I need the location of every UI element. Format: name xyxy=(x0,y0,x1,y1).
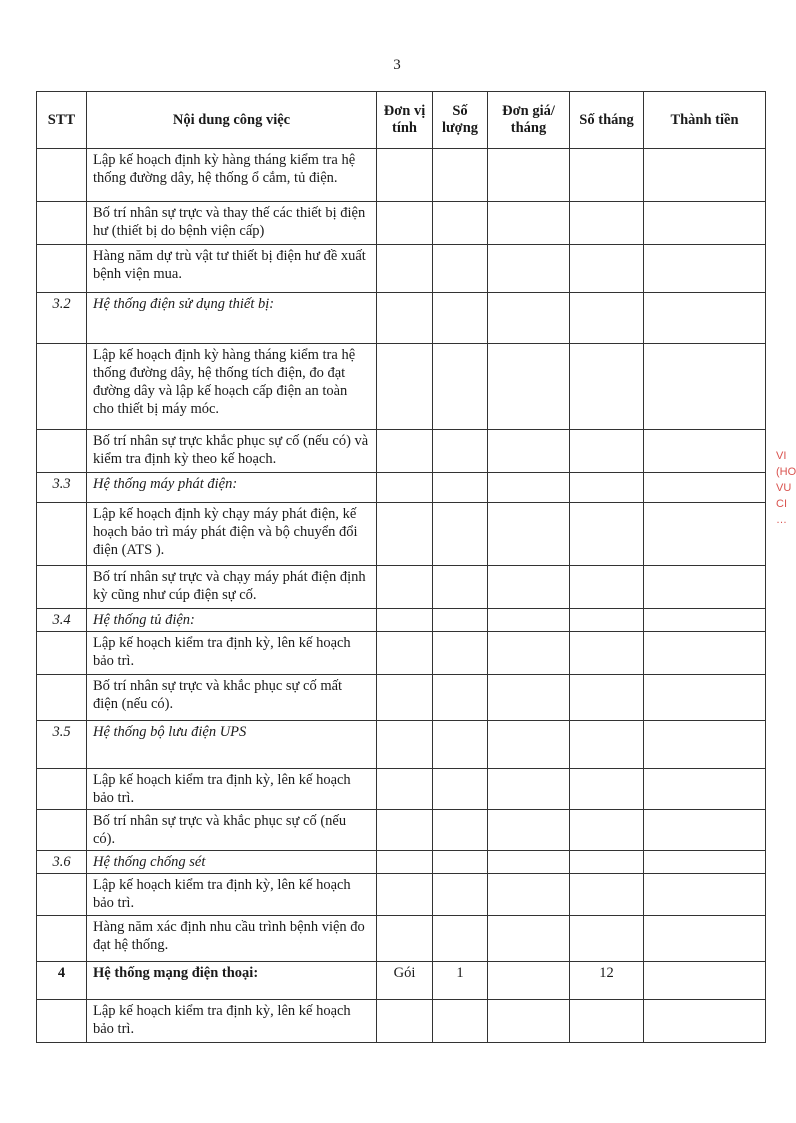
cell-stt xyxy=(37,202,87,245)
table-row xyxy=(37,245,766,293)
table-row xyxy=(37,430,766,473)
cell-total xyxy=(644,632,766,675)
cell-unit xyxy=(377,202,433,245)
cell-unit xyxy=(377,632,433,675)
cell-months xyxy=(570,344,644,430)
table-row xyxy=(37,566,766,609)
side-stamp-line: CI xyxy=(776,498,787,510)
table-row xyxy=(37,149,766,202)
table-row xyxy=(37,503,766,566)
cell-content: Hệ thống máy phát điện: xyxy=(87,473,377,503)
cell-total xyxy=(644,1000,766,1043)
cell-content: Lập kế hoạch định kỳ hàng tháng kiểm tra hệ thống đường dây, hệ thống ổ cắm, tủ điện. xyxy=(87,149,377,202)
cell-content: Lập kế hoạch kiểm tra định kỳ, lên kế hoạch bảo trì. xyxy=(87,769,377,810)
cell-unit xyxy=(377,503,433,566)
cell-months xyxy=(570,851,644,874)
cell-quantity xyxy=(433,1000,488,1043)
cell-quantity xyxy=(433,202,488,245)
cell-unit xyxy=(377,609,433,632)
cell-unit-price xyxy=(488,810,570,851)
cell-stt xyxy=(37,344,87,430)
cell-months xyxy=(570,874,644,916)
cell-stt: 3.6 xyxy=(37,851,87,874)
cell-content: Lập kế hoạch kiểm tra định kỳ, lên kế hoạch bảo trì. xyxy=(87,632,377,675)
cell-months xyxy=(570,916,644,962)
cell-unit-price xyxy=(488,1000,570,1043)
table-row-section xyxy=(37,851,766,874)
cell-content: Lập kế hoạch kiểm tra định kỳ, lên kế hoạch bảo trì. xyxy=(87,874,377,916)
cell-stt xyxy=(37,632,87,675)
cell-quantity xyxy=(433,344,488,430)
cell-unit xyxy=(377,245,433,293)
cell-total xyxy=(644,503,766,566)
cell-unit-price xyxy=(488,721,570,769)
cell-quantity xyxy=(433,632,488,675)
cell-content: Lập kế hoạch định kỳ chạy máy phát điện, kế hoạch bảo trì máy phát điện và bộ chuyển đổi điện (ATS ). xyxy=(87,503,377,566)
cell-unit-price xyxy=(488,675,570,721)
cell-stt: 3.5 xyxy=(37,721,87,769)
cell-unit xyxy=(377,293,433,344)
cell-unit xyxy=(377,851,433,874)
cell-unit xyxy=(377,473,433,503)
cell-months xyxy=(570,149,644,202)
cell-total xyxy=(644,810,766,851)
cell-quantity xyxy=(433,874,488,916)
cell-total xyxy=(644,293,766,344)
cell-months xyxy=(570,1000,644,1043)
cell-quantity xyxy=(433,149,488,202)
cell-total xyxy=(644,430,766,473)
cell-total xyxy=(644,916,766,962)
header-total: Thành tiền xyxy=(644,92,766,149)
cell-total xyxy=(644,874,766,916)
cell-months xyxy=(570,675,644,721)
cell-months xyxy=(570,566,644,609)
cell-months xyxy=(570,430,644,473)
cell-months xyxy=(570,202,644,245)
cell-unit xyxy=(377,566,433,609)
cell-months xyxy=(570,769,644,810)
cell-content: Bố trí nhân sự trực khắc phục sự cố (nếu có) và kiểm tra định kỳ theo kế hoạch. xyxy=(87,430,377,473)
cell-unit-price xyxy=(488,473,570,503)
cell-unit-price xyxy=(488,566,570,609)
cell-content: Hàng năm xác định nhu cầu trình bệnh viện đo đạt hệ thống. xyxy=(87,916,377,962)
table-row-section xyxy=(37,293,766,344)
cell-months xyxy=(570,293,644,344)
table-row xyxy=(37,874,766,916)
cell-unit-price xyxy=(488,851,570,874)
cell-months xyxy=(570,721,644,769)
cell-months: 12 xyxy=(570,962,644,1000)
cell-unit-price xyxy=(488,245,570,293)
cell-unit: Gói xyxy=(377,962,433,1000)
header-stt: STT xyxy=(37,92,87,149)
cell-unit-price xyxy=(488,430,570,473)
cell-months xyxy=(570,609,644,632)
cell-content: Lập kế hoạch định kỳ hàng tháng kiểm tra hệ thống đường dây, hệ thống tích điện, đo đạt đường dây và lập kế hoạch cấp điện an toàn cho thiết bị máy móc. xyxy=(87,344,377,430)
cell-content: Hệ thống điện sử dụng thiết bị: xyxy=(87,293,377,344)
cell-stt xyxy=(37,566,87,609)
cell-months xyxy=(570,245,644,293)
cell-unit xyxy=(377,769,433,810)
cell-unit-price xyxy=(488,769,570,810)
cell-unit-price xyxy=(488,632,570,675)
cell-stt xyxy=(37,149,87,202)
cell-unit-price xyxy=(488,503,570,566)
cell-content: Hệ thống mạng điện thoại: xyxy=(87,962,377,1000)
cell-content: Bố trí nhân sự trực và khắc phục sự cố mất điện (nếu có). xyxy=(87,675,377,721)
cell-stt: 4 xyxy=(37,962,87,1000)
table-row xyxy=(37,810,766,851)
table-header-row xyxy=(37,92,766,149)
cell-months xyxy=(570,810,644,851)
cell-unit xyxy=(377,430,433,473)
cell-quantity xyxy=(433,609,488,632)
cell-months xyxy=(570,632,644,675)
cell-quantity xyxy=(433,503,488,566)
cell-content: Hệ thống tủ điện: xyxy=(87,609,377,632)
cell-quantity xyxy=(433,430,488,473)
page-number: 3 xyxy=(393,57,401,73)
cell-quantity xyxy=(433,721,488,769)
cell-quantity xyxy=(433,293,488,344)
cell-total xyxy=(644,609,766,632)
cell-quantity xyxy=(433,810,488,851)
table-row xyxy=(37,916,766,962)
side-stamp-line: … xyxy=(776,514,787,526)
cell-unit-price xyxy=(488,962,570,1000)
cell-content: Hệ thống bộ lưu điện UPS xyxy=(87,721,377,769)
cell-unit xyxy=(377,916,433,962)
header-unit: Đơn vị tính xyxy=(377,92,433,149)
cell-unit-price xyxy=(488,874,570,916)
table-row xyxy=(37,344,766,430)
table-row xyxy=(37,202,766,245)
cell-unit xyxy=(377,810,433,851)
header-quantity: Số lượng xyxy=(433,92,488,149)
side-stamp-line: VI xyxy=(776,450,787,462)
cell-content: Bố trí nhân sự trực và chạy máy phát điện định kỳ cũng như cúp điện sự cố. xyxy=(87,566,377,609)
cell-stt xyxy=(37,1000,87,1043)
cell-quantity xyxy=(433,675,488,721)
cell-quantity: 1 xyxy=(433,962,488,1000)
cell-total xyxy=(644,202,766,245)
header-months: Số tháng xyxy=(570,92,644,149)
cell-stt xyxy=(37,245,87,293)
cell-stt xyxy=(37,503,87,566)
cell-quantity xyxy=(433,566,488,609)
cell-unit-price xyxy=(488,202,570,245)
cell-total xyxy=(644,962,766,1000)
cell-content: Bố trí nhân sự trực và thay thế các thiết bị điện hư (thiết bị do bệnh viện cấp) xyxy=(87,202,377,245)
cell-unit xyxy=(377,1000,433,1043)
cell-unit-price xyxy=(488,344,570,430)
cell-quantity xyxy=(433,245,488,293)
cell-stt xyxy=(37,430,87,473)
cell-total xyxy=(644,566,766,609)
side-stamp-line: (HO xyxy=(776,466,796,478)
cell-content: Bố trí nhân sự trực và khắc phục sự cố (nếu có). xyxy=(87,810,377,851)
cell-unit-price xyxy=(488,609,570,632)
header-unit-price: Đơn giá/ tháng xyxy=(488,92,570,149)
cell-stt xyxy=(37,675,87,721)
table-row-section xyxy=(37,721,766,769)
cell-quantity xyxy=(433,769,488,810)
cell-unit xyxy=(377,344,433,430)
cell-stt xyxy=(37,810,87,851)
table-row-section xyxy=(37,473,766,503)
cell-quantity xyxy=(433,916,488,962)
cell-unit xyxy=(377,149,433,202)
table-row-section xyxy=(37,609,766,632)
table-row xyxy=(37,632,766,675)
cell-months xyxy=(570,503,644,566)
cell-stt xyxy=(37,916,87,962)
cell-content: Lập kế hoạch kiểm tra định kỳ, lên kế hoạch bảo trì. xyxy=(87,1000,377,1043)
side-stamp xyxy=(776,448,794,528)
work-items-table xyxy=(36,91,766,1043)
cell-stt xyxy=(37,769,87,810)
cell-stt: 3.2 xyxy=(37,293,87,344)
cell-stt xyxy=(37,874,87,916)
cell-content: Hệ thống chống sét xyxy=(87,851,377,874)
cell-total xyxy=(644,245,766,293)
cell-total xyxy=(644,851,766,874)
side-stamp-line: VU xyxy=(776,482,792,494)
cell-unit xyxy=(377,721,433,769)
cell-stt: 3.3 xyxy=(37,473,87,503)
cell-quantity xyxy=(433,851,488,874)
cell-total xyxy=(644,769,766,810)
cell-total xyxy=(644,721,766,769)
cell-unit-price xyxy=(488,149,570,202)
table-row xyxy=(37,675,766,721)
header-content: Nội dung công việc xyxy=(87,92,377,149)
cell-total xyxy=(644,473,766,503)
cell-unit-price xyxy=(488,916,570,962)
cell-content: Hàng năm dự trù vật tư thiết bị điện hư đề xuất bệnh viện mua. xyxy=(87,245,377,293)
table-row xyxy=(37,769,766,810)
cell-total xyxy=(644,149,766,202)
cell-unit-price xyxy=(488,293,570,344)
cell-total xyxy=(644,344,766,430)
cell-stt: 3.4 xyxy=(37,609,87,632)
cell-unit xyxy=(377,675,433,721)
table-row xyxy=(37,1000,766,1043)
cell-quantity xyxy=(433,473,488,503)
table-row-main xyxy=(37,962,766,1000)
cell-total xyxy=(644,675,766,721)
cell-months xyxy=(570,473,644,503)
cell-unit xyxy=(377,874,433,916)
